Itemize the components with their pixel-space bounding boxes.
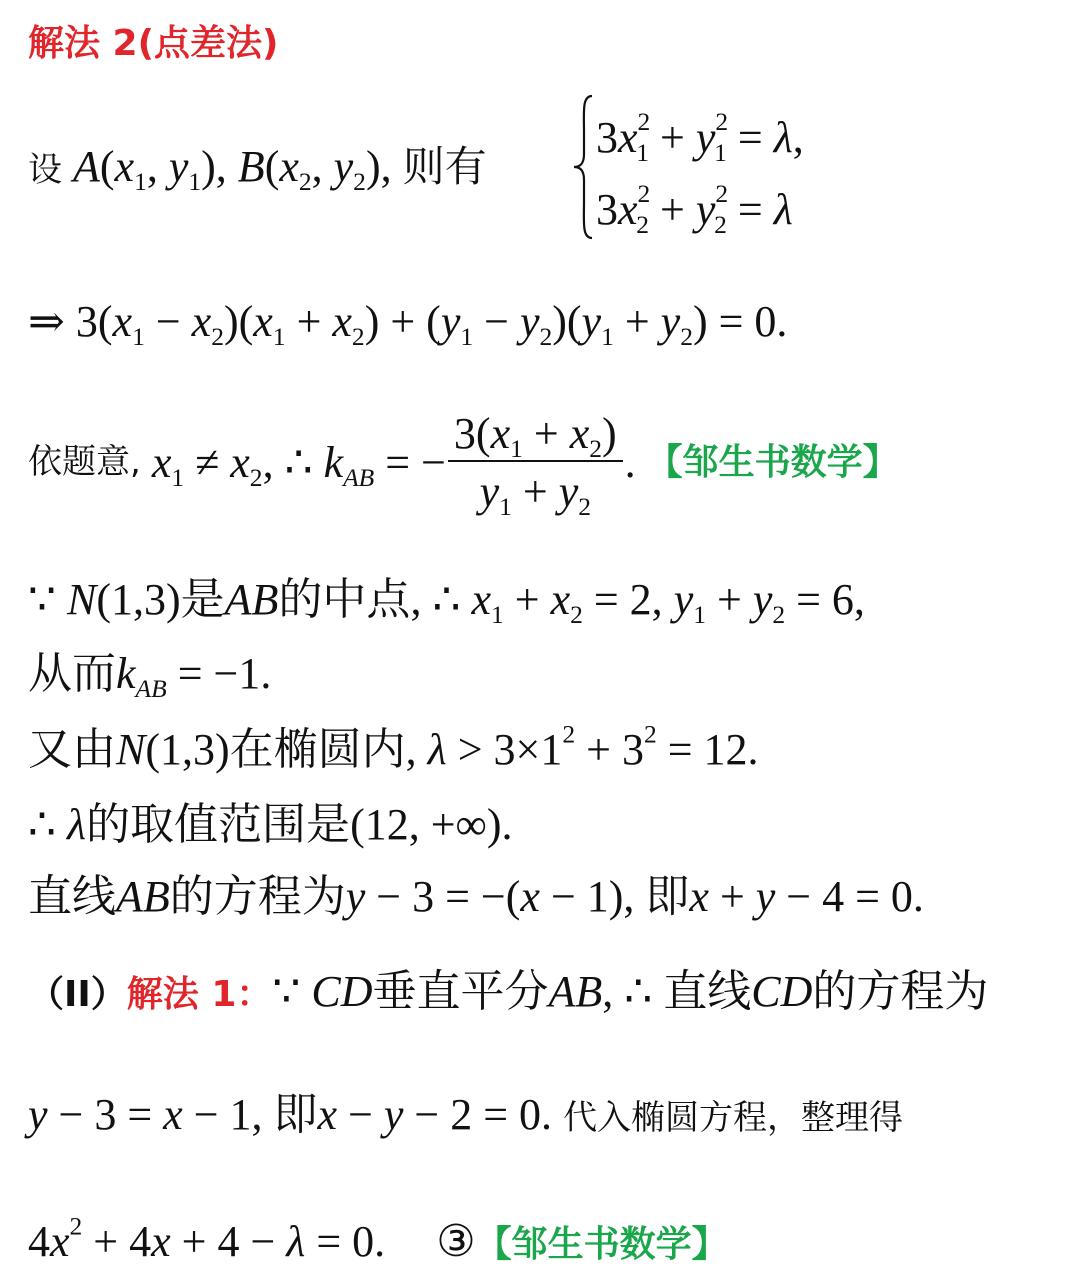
watermark-tag: 【邹生书数学】 bbox=[646, 442, 899, 483]
slope-result: 从而$k_{AB} = -1$. bbox=[28, 648, 272, 703]
part-label: （II） bbox=[28, 974, 127, 1015]
slope-condition: $x_1 \ne x_2$, ∴ $k_{AB}$ = − bbox=[151, 438, 446, 492]
equation-number: ③ bbox=[436, 1217, 476, 1266]
lambda-bound: 又由N(1,3)在椭圆内, $\lambda > 3\times 1^2 + 3^2 = 12$. bbox=[28, 719, 759, 775]
line-ab-equation: 直线AB的方程为y − 3 = −(x − 1), 即x + y − 4 = 0. bbox=[28, 871, 924, 922]
setup-line bbox=[28, 142, 487, 196]
system-row-2: $3x^2_2 + y^2_2 = \lambda$ bbox=[596, 179, 793, 239]
part-two-line bbox=[28, 966, 989, 1017]
line-cd-equation: y − 3 = x − 1, 即x − y − 2 = 0. 代入椭圆方程，整理得 bbox=[28, 1089, 904, 1140]
substitute-text: 代入椭圆方程，整理得 bbox=[563, 1098, 904, 1138]
setup-points: $A(x_1$, $y_1$), $B(x_2$, $y_2$), 则有 bbox=[73, 142, 487, 196]
method-label: 解法 1： bbox=[126, 974, 273, 1015]
difference-equation: ⇒ $3(x_1 - x_2)(x_1 + x_2) + (y_1 - y_2)(y_1 + y_2) = 0$. bbox=[28, 297, 788, 351]
slope-line: 依题意, $x_1 \ne x_2$, ∴ $k_{AB}$ = − $\frac{3(x_1 + x_2)}{y_1 + y_2}$ . 【邹生书数学】 bbox=[28, 409, 899, 521]
part-two-text: ∵ CD垂直平分AB, ∴ 直线CD的方程为 bbox=[272, 966, 989, 1017]
equation-system bbox=[572, 92, 892, 242]
slope-fraction: $\frac{3(x_1 + x_2)}{y_1 + y_2}$ bbox=[448, 412, 623, 514]
setup-prefix: 设 bbox=[28, 150, 62, 190]
watermark-tag-2: 【邹生书数学】 bbox=[475, 1224, 728, 1265]
system-row-1: $3x^2_1 + y^2_1 = \lambda$, bbox=[596, 107, 804, 167]
lambda-range: ∴ λ的取值范围是(12, +∞). bbox=[28, 799, 513, 850]
midpoint-line: ∵ N(1,3)是AB的中点, ∴ $x_1 + x_2 = 2$, $y_1 + y_2 = 6$, bbox=[28, 574, 865, 629]
section-heading: 解法 2(点差法) bbox=[28, 23, 279, 64]
quadratic-equation: $4x^2 + 4x + 4 - \lambda = 0$. ③【邹生书数学】 bbox=[28, 1211, 728, 1266]
slope-prefix: 依题意, bbox=[28, 442, 141, 483]
left-brace-icon bbox=[572, 92, 596, 242]
